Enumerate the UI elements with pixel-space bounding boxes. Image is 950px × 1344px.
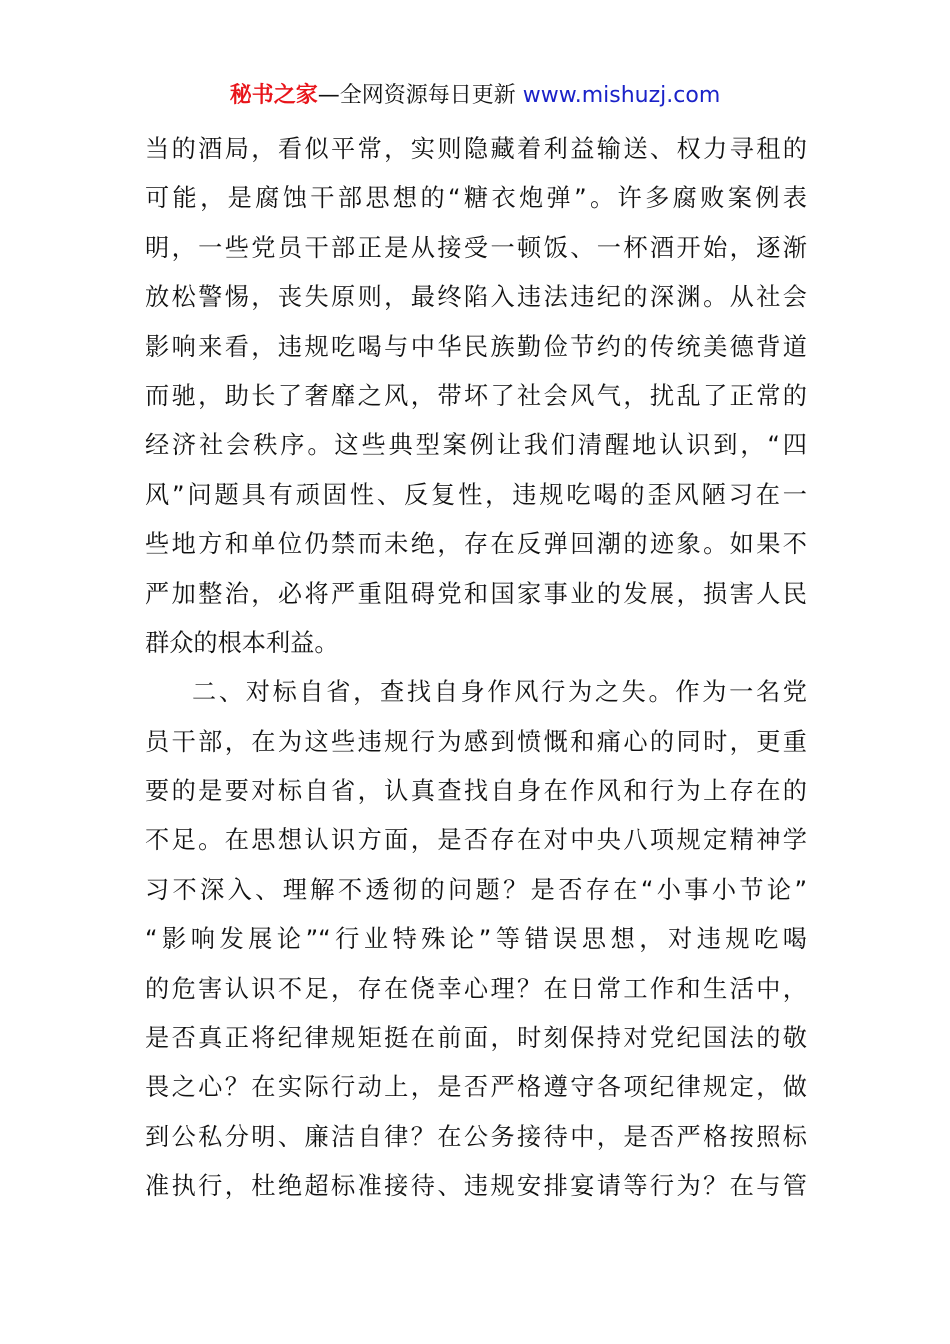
text-line: 畏之心？在实际行动上，是否严格遵守各项纪律规定，做 [145, 1073, 807, 1102]
text-line-paragraph-end: 群众的根本利益。 [145, 628, 339, 657]
site-url-link[interactable]: www.mishuzj.com [522, 83, 721, 108]
text-line: 经济社会秩序。这些典型案例让我们清醒地认识到，“四 [145, 431, 807, 460]
text-line: 放松警惕，丧失原则，最终陷入违法违纪的深渊。从社会 [145, 283, 807, 312]
text-line: 的危害认识不足，存在侥幸心理？在日常工作和生活中， [145, 974, 807, 1003]
page-header [0, 80, 950, 112]
text-line: 不足。在思想认识方面，是否存在对中央八项规定精神学 [145, 826, 807, 855]
text-line: 风”问题具有顽固性、反复性，违规吃喝的歪风陋习在一 [145, 480, 807, 509]
text-line: 影响来看，违规吃喝与中华民族勤俭节约的传统美德背道 [145, 332, 807, 361]
text-line: 当的酒局，看似平常，实则隐藏着利益输送、权力寻租的 [145, 135, 807, 163]
document-body [145, 125, 807, 1212]
text-line: 到公私分明、廉洁自律？在公务接待中，是否严格按照标 [145, 1122, 807, 1151]
text-line: 是否真正将纪律规矩挺在前面，时刻保持对党纪国法的敬 [145, 1024, 807, 1053]
text-line: “影响发展论”“行业特殊论”等错误思想，对违规吃喝 [145, 925, 807, 954]
text-line: 准执行，杜绝超标准接待、违规安排宴请等行为？在与管 [145, 1172, 807, 1201]
section-heading-line: 二、对标自省，查找自身作风行为之失。作为一名党 [192, 678, 807, 707]
text-line: 严加整治，必将严重阻碍党和国家事业的发展，损害人民 [145, 579, 807, 608]
text-line: 要的是要对标自省，认真查找自身在作风和行为上存在的 [145, 777, 807, 806]
text-line: 员干部，在为这些违规行为感到愤慨和痛心的同时，更重 [145, 727, 807, 756]
text-line: 而驰，助长了奢靡之风，带坏了社会风气，扰乱了正常的 [145, 381, 807, 410]
text-line: 习不深入、理解不透彻的问题？是否存在“小事小节论” [145, 875, 807, 904]
site-tagline: —全网资源每日更新 [317, 83, 516, 108]
site-name: 秘书之家 [229, 83, 318, 108]
text-line: 明，一些党员干部正是从接受一顿饭、一杯酒开始，逐渐 [145, 233, 807, 262]
text-line: 些地方和单位仍禁而未绝，存在反弹回潮的迹象。如果不 [145, 530, 807, 559]
text-line: 可能，是腐蚀干部思想的“糖衣炮弹”。许多腐败案例表 [145, 184, 807, 213]
